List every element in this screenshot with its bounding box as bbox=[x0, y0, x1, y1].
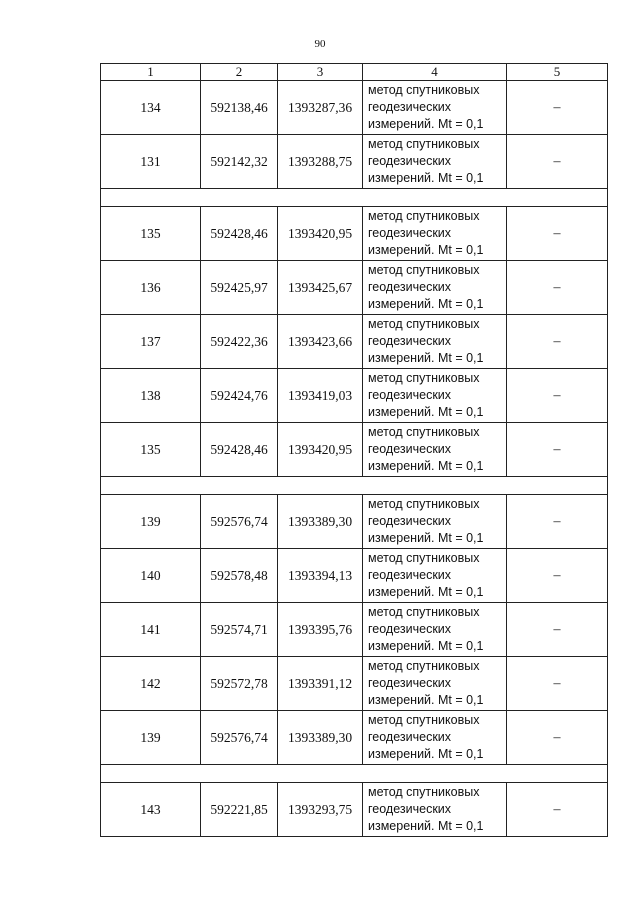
method-line: метод спутниковых bbox=[368, 209, 480, 223]
method-cell bbox=[363, 207, 507, 261]
point-number-cell: 141 bbox=[101, 603, 201, 657]
note-cell: – bbox=[507, 135, 608, 189]
point-number-cell: 142 bbox=[101, 657, 201, 711]
table-row bbox=[101, 783, 608, 837]
method-line: метод спутниковых bbox=[368, 371, 480, 385]
point-number-cell: 134 bbox=[101, 81, 201, 135]
table-row bbox=[101, 369, 608, 423]
method-line: геодезических bbox=[368, 226, 452, 240]
table-body bbox=[101, 81, 608, 837]
method-cell bbox=[363, 423, 507, 477]
x-coordinate-cell: 592422,36 bbox=[201, 315, 278, 369]
table-row bbox=[101, 657, 608, 711]
point-number-cell: 135 bbox=[101, 423, 201, 477]
method-line: геодезических bbox=[368, 334, 452, 348]
separator-cell bbox=[101, 765, 608, 783]
method-cell bbox=[363, 261, 507, 315]
table-row bbox=[101, 495, 608, 549]
y-coordinate-cell: 1393420,95 bbox=[278, 207, 363, 261]
separator-cell bbox=[101, 189, 608, 207]
separator-row bbox=[101, 189, 608, 207]
point-number-cell: 137 bbox=[101, 315, 201, 369]
table-row bbox=[101, 711, 608, 765]
separator-cell bbox=[101, 477, 608, 495]
note-cell: – bbox=[507, 657, 608, 711]
y-coordinate-cell: 1393389,30 bbox=[278, 495, 363, 549]
method-line: метод спутниковых bbox=[368, 551, 480, 565]
table-row bbox=[101, 423, 608, 477]
column-header: 1 bbox=[101, 64, 201, 81]
point-number-cell: 135 bbox=[101, 207, 201, 261]
note-cell: – bbox=[507, 603, 608, 657]
method-line: геодезических bbox=[368, 154, 452, 168]
point-number-cell: 139 bbox=[101, 495, 201, 549]
method-line: измерений. Mt = 0,1 bbox=[368, 639, 484, 653]
method-line: метод спутниковых bbox=[368, 497, 480, 511]
note-cell: – bbox=[507, 423, 608, 477]
method-line: геодезических bbox=[368, 388, 452, 402]
note-cell: – bbox=[507, 495, 608, 549]
method-line: метод спутниковых bbox=[368, 605, 480, 619]
x-coordinate-cell: 592572,78 bbox=[201, 657, 278, 711]
y-coordinate-cell: 1393287,36 bbox=[278, 81, 363, 135]
y-coordinate-cell: 1393391,12 bbox=[278, 657, 363, 711]
method-cell bbox=[363, 81, 507, 135]
x-coordinate-cell: 592138,46 bbox=[201, 81, 278, 135]
method-cell bbox=[363, 369, 507, 423]
y-coordinate-cell: 1393420,95 bbox=[278, 423, 363, 477]
point-number-cell: 131 bbox=[101, 135, 201, 189]
method-line: измерений. Mt = 0,1 bbox=[368, 243, 484, 257]
y-coordinate-cell: 1393395,76 bbox=[278, 603, 363, 657]
x-coordinate-cell: 592574,71 bbox=[201, 603, 278, 657]
column-header: 2 bbox=[201, 64, 278, 81]
note-cell: – bbox=[507, 711, 608, 765]
table-row bbox=[101, 135, 608, 189]
method-line: геодезических bbox=[368, 568, 452, 582]
method-cell bbox=[363, 711, 507, 765]
method-line: измерений. Mt = 0,1 bbox=[368, 351, 484, 365]
x-coordinate-cell: 592576,74 bbox=[201, 495, 278, 549]
method-line: измерений. Mt = 0,1 bbox=[368, 531, 484, 545]
method-line: измерений. Mt = 0,1 bbox=[368, 819, 484, 833]
note-cell: – bbox=[507, 783, 608, 837]
y-coordinate-cell: 1393425,67 bbox=[278, 261, 363, 315]
x-coordinate-cell: 592428,46 bbox=[201, 207, 278, 261]
method-cell bbox=[363, 549, 507, 603]
y-coordinate-cell: 1393389,30 bbox=[278, 711, 363, 765]
column-header: 4 bbox=[363, 64, 507, 81]
page-number: 90 bbox=[314, 38, 326, 50]
method-cell bbox=[363, 603, 507, 657]
y-coordinate-cell: 1393423,66 bbox=[278, 315, 363, 369]
table-row bbox=[101, 603, 608, 657]
method-line: геодезических bbox=[368, 802, 452, 816]
note-cell: – bbox=[507, 315, 608, 369]
note-cell: – bbox=[507, 369, 608, 423]
y-coordinate-cell: 1393419,03 bbox=[278, 369, 363, 423]
method-line: метод спутниковых bbox=[368, 263, 480, 277]
method-line: измерений. Mt = 0,1 bbox=[368, 747, 484, 761]
x-coordinate-cell: 592428,46 bbox=[201, 423, 278, 477]
method-line: метод спутниковых bbox=[368, 785, 480, 799]
y-coordinate-cell: 1393293,75 bbox=[278, 783, 363, 837]
separator-row bbox=[101, 477, 608, 495]
method-line: геодезических bbox=[368, 100, 452, 114]
method-cell bbox=[363, 783, 507, 837]
method-line: геодезических bbox=[368, 514, 452, 528]
table-header-row bbox=[101, 64, 608, 81]
y-coordinate-cell: 1393394,13 bbox=[278, 549, 363, 603]
method-line: метод спутниковых bbox=[368, 137, 480, 151]
method-line: метод спутниковых bbox=[368, 317, 480, 331]
note-cell: – bbox=[507, 207, 608, 261]
table-row bbox=[101, 207, 608, 261]
point-number-cell: 140 bbox=[101, 549, 201, 603]
method-line: измерений. Mt = 0,1 bbox=[368, 297, 484, 311]
method-line: измерений. Mt = 0,1 bbox=[368, 693, 484, 707]
x-coordinate-cell: 592578,48 bbox=[201, 549, 278, 603]
x-coordinate-cell: 592576,74 bbox=[201, 711, 278, 765]
x-coordinate-cell: 592221,85 bbox=[201, 783, 278, 837]
method-line: измерений. Mt = 0,1 bbox=[368, 459, 484, 473]
x-coordinate-cell: 592425,97 bbox=[201, 261, 278, 315]
method-line: измерений. Mt = 0,1 bbox=[368, 585, 484, 599]
method-line: геодезических bbox=[368, 676, 452, 690]
method-line: измерений. Mt = 0,1 bbox=[368, 405, 484, 419]
note-cell: – bbox=[507, 81, 608, 135]
column-header: 3 bbox=[278, 64, 363, 81]
method-line: геодезических bbox=[368, 442, 452, 456]
table-row bbox=[101, 549, 608, 603]
column-header: 5 bbox=[507, 64, 608, 81]
method-line: измерений. Mt = 0,1 bbox=[368, 117, 484, 131]
coordinates-table bbox=[100, 63, 608, 837]
note-cell: – bbox=[507, 261, 608, 315]
x-coordinate-cell: 592424,76 bbox=[201, 369, 278, 423]
y-coordinate-cell: 1393288,75 bbox=[278, 135, 363, 189]
method-cell bbox=[363, 135, 507, 189]
method-line: метод спутниковых bbox=[368, 659, 480, 673]
table-row bbox=[101, 315, 608, 369]
point-number-cell: 136 bbox=[101, 261, 201, 315]
method-line: геодезических bbox=[368, 730, 452, 744]
method-line: метод спутниковых bbox=[368, 425, 480, 439]
method-cell bbox=[363, 495, 507, 549]
method-line: геодезических bbox=[368, 280, 452, 294]
method-cell bbox=[363, 315, 507, 369]
separator-row bbox=[101, 765, 608, 783]
table-row bbox=[101, 81, 608, 135]
method-line: измерений. Mt = 0,1 bbox=[368, 171, 484, 185]
x-coordinate-cell: 592142,32 bbox=[201, 135, 278, 189]
method-line: геодезических bbox=[368, 622, 452, 636]
method-line: метод спутниковых bbox=[368, 713, 480, 727]
note-cell: – bbox=[507, 549, 608, 603]
method-cell bbox=[363, 657, 507, 711]
table-row bbox=[101, 261, 608, 315]
point-number-cell: 138 bbox=[101, 369, 201, 423]
point-number-cell: 139 bbox=[101, 711, 201, 765]
method-line: метод спутниковых bbox=[368, 83, 480, 97]
point-number-cell: 143 bbox=[101, 783, 201, 837]
